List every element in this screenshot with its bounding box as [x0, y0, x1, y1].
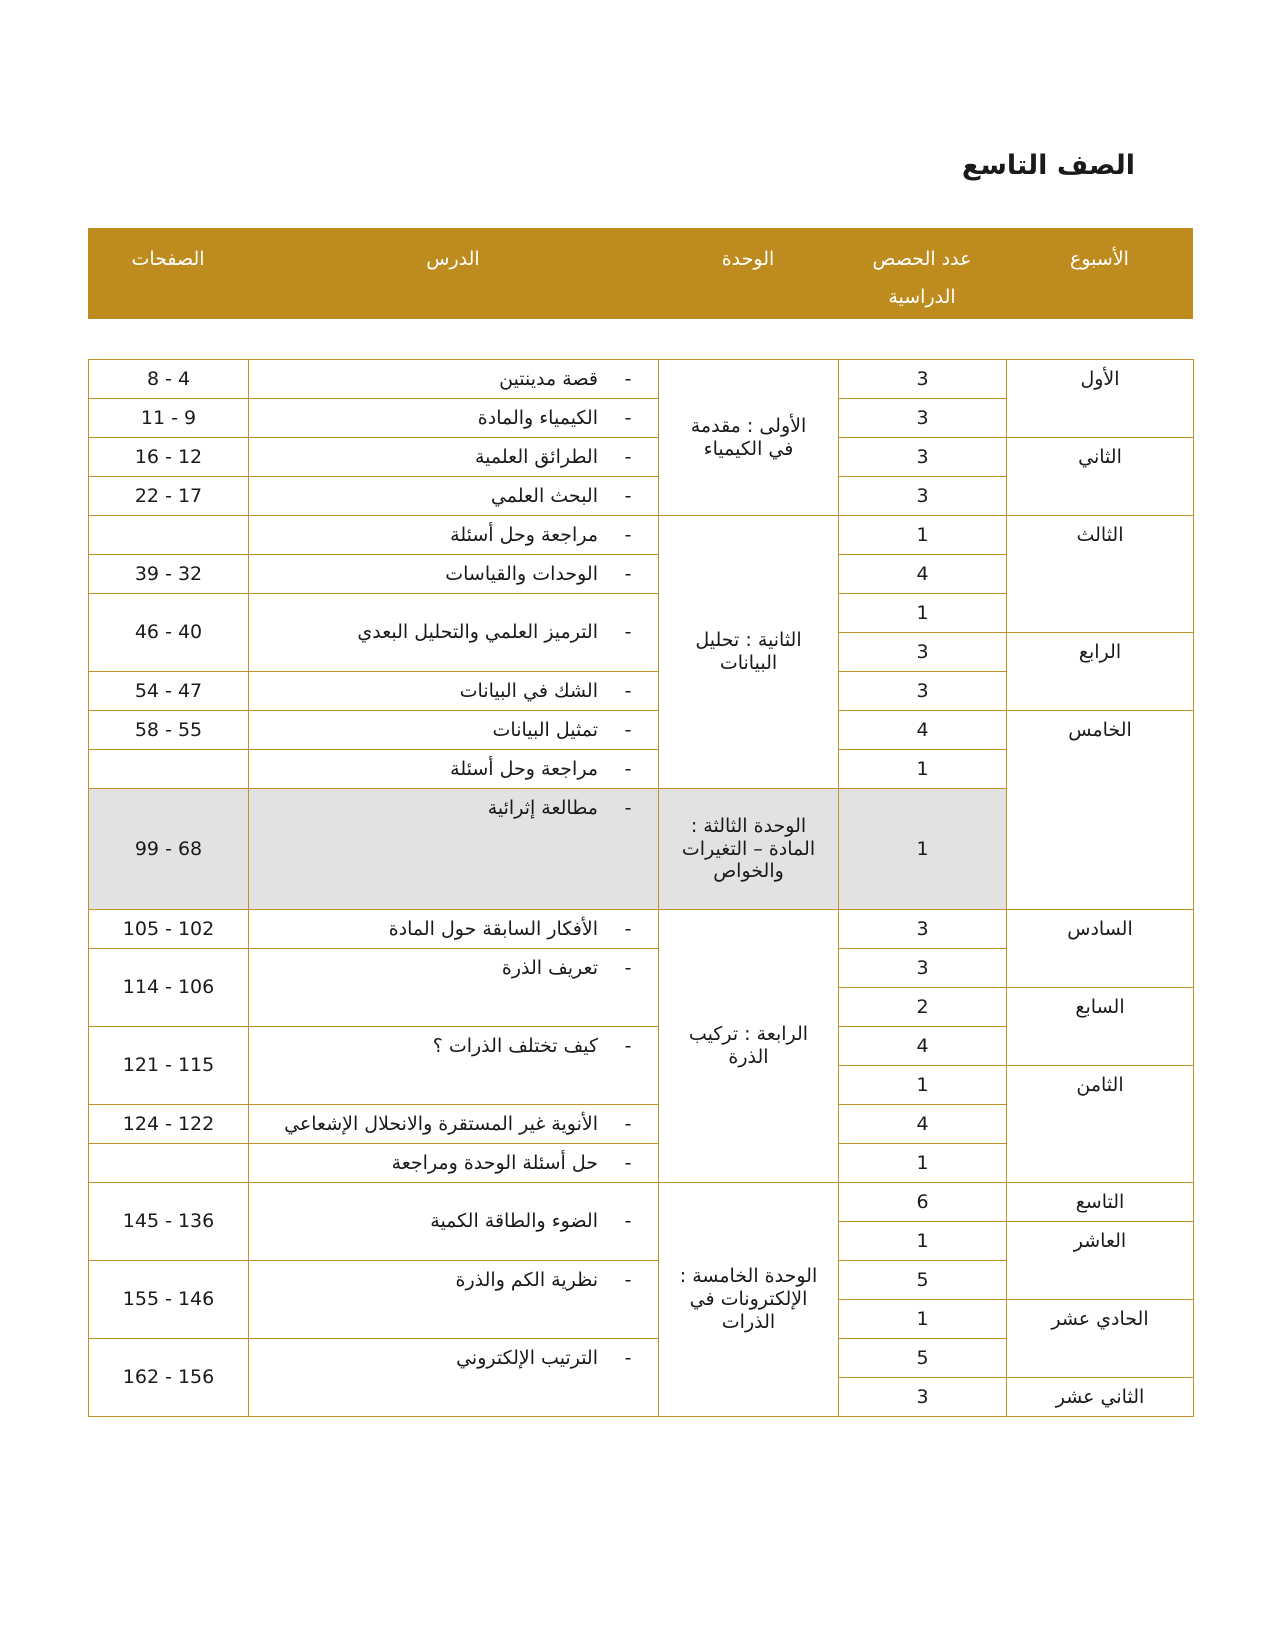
periods-cell: 1: [839, 1144, 1007, 1183]
header-periods: عدد الحصص الدراسية: [872, 248, 972, 308]
periods-cell: 6: [839, 1183, 1007, 1222]
periods-cell: 3: [839, 672, 1007, 711]
week-cell: الثالث: [1007, 516, 1194, 633]
pages-cell: 9 - 11: [89, 399, 249, 438]
pages-cell: 4 - 8: [89, 360, 249, 399]
week-cell: الرابع: [1007, 633, 1194, 711]
periods-cell: 1: [839, 1222, 1007, 1261]
week-cell: الأول: [1007, 360, 1194, 438]
lesson-cell: [249, 594, 659, 672]
lesson-cell: [249, 1183, 659, 1261]
pages-cell: 68 - 99: [89, 789, 249, 910]
bullet-dash: -: [624, 718, 632, 741]
pages-cell: [89, 1144, 249, 1183]
week-cell: العاشر: [1007, 1222, 1194, 1300]
lesson-cell: [249, 360, 659, 399]
week-cell: الثامن: [1007, 1066, 1194, 1183]
table-row: [89, 1183, 1194, 1222]
unit-cell: الوحدة الثالثة : المادة – التغيرات والخواص: [659, 789, 839, 910]
lesson-cell: [249, 711, 659, 750]
pages-cell: 17 - 22: [89, 477, 249, 516]
bullet-dash: -: [624, 523, 632, 546]
pages-cell: 156 - 162: [89, 1339, 249, 1417]
pages-cell: [89, 750, 249, 789]
table-row: [89, 910, 1194, 949]
lesson-cell: [249, 1027, 659, 1105]
schedule-table: [88, 359, 1194, 1417]
page-title: الصف التاسع: [961, 150, 1135, 181]
bullet-dash: -: [624, 679, 632, 702]
unit-cell: الرابعة : تركيب الذرة: [659, 910, 839, 1183]
week-cell: الخامس: [1007, 711, 1194, 910]
pages-cell: 106 - 114: [89, 949, 249, 1027]
bullet-dash: -: [624, 367, 632, 390]
lesson-cell: [249, 516, 659, 555]
bullet-dash: -: [624, 562, 632, 585]
bullet-dash: -: [624, 1269, 632, 1291]
periods-cell: 1: [839, 750, 1007, 789]
periods-cell: 4: [839, 1105, 1007, 1144]
lesson-text: الطرائق العلمية: [474, 445, 598, 468]
periods-cell: 5: [839, 1261, 1007, 1300]
lesson-text: حل أسئلة الوحدة ومراجعة: [391, 1151, 598, 1174]
table-row: [89, 438, 1194, 477]
periods-cell: 1: [839, 516, 1007, 555]
bullet-dash: -: [624, 621, 632, 644]
lesson-cell: [249, 1105, 659, 1144]
lesson-text: الأفكار السابقة حول المادة: [388, 917, 598, 940]
bullet-dash: -: [624, 484, 632, 507]
lesson-text: البحث العلمي: [490, 484, 598, 507]
lesson-cell: [249, 399, 659, 438]
week-cell: السادس: [1007, 910, 1194, 988]
periods-cell: 1: [839, 1066, 1007, 1105]
periods-cell: 3: [839, 438, 1007, 477]
periods-cell: 2: [839, 988, 1007, 1027]
periods-cell: 3: [839, 477, 1007, 516]
lesson-text: الشك في البيانات: [459, 679, 598, 702]
unit-cell: الثانية : تحليل البيانات: [659, 516, 839, 789]
bullet-dash: -: [624, 406, 632, 429]
periods-cell: 5: [839, 1339, 1007, 1378]
bullet-dash: -: [624, 1112, 632, 1135]
periods-cell: 1: [839, 789, 1007, 910]
pages-cell: 32 - 39: [89, 555, 249, 594]
table-row: [89, 516, 1194, 555]
header-pages: الصفحات: [131, 248, 205, 270]
bullet-dash: -: [624, 1151, 632, 1174]
table-header: [88, 228, 1193, 319]
periods-cell: 4: [839, 1027, 1007, 1066]
periods-cell: 3: [839, 949, 1007, 988]
week-cell: الثاني عشر: [1007, 1378, 1194, 1417]
bullet-dash: -: [624, 1210, 632, 1233]
bullet-dash: -: [624, 797, 632, 819]
header-lesson: الدرس: [426, 248, 480, 270]
lesson-text: مراجعة وحل أسئلة: [450, 523, 598, 546]
periods-cell: 1: [839, 1300, 1007, 1339]
lesson-text: الترتيب الإلكتروني: [456, 1347, 598, 1369]
header-unit: الوحدة: [721, 248, 775, 270]
lesson-text: نظرية الكم والذرة: [455, 1269, 598, 1291]
periods-cell: 4: [839, 555, 1007, 594]
bullet-dash: -: [624, 957, 632, 979]
bullet-dash: -: [624, 757, 632, 780]
lesson-text: تعريف الذرة: [501, 957, 598, 979]
lesson-cell: [249, 949, 659, 1027]
pages-cell: 40 - 46: [89, 594, 249, 672]
bullet-dash: -: [624, 1347, 632, 1369]
pages-cell: [89, 516, 249, 555]
pages-cell: 47 - 54: [89, 672, 249, 711]
lesson-cell: [249, 477, 659, 516]
pages-cell: 12 - 16: [89, 438, 249, 477]
week-cell: السابع: [1007, 988, 1194, 1066]
lesson-text: الضوء والطاقة الكمية: [430, 1210, 598, 1233]
week-cell: الثاني: [1007, 438, 1194, 516]
pages-cell: 102 - 105: [89, 910, 249, 949]
pages-cell: 136 - 145: [89, 1183, 249, 1261]
header-week: الأسبوع: [1070, 248, 1129, 270]
periods-cell: 3: [839, 1378, 1007, 1417]
lesson-cell: [249, 555, 659, 594]
lesson-text: تمثيل البيانات: [492, 718, 598, 741]
week-cell: التاسع: [1007, 1183, 1194, 1222]
bullet-dash: -: [624, 917, 632, 940]
table-row: [89, 360, 1194, 399]
lesson-text: كيف تختلف الذرات ؟: [432, 1035, 598, 1057]
lesson-cell: [249, 750, 659, 789]
periods-cell: 3: [839, 399, 1007, 438]
lesson-text: قصة مدينتين: [499, 367, 598, 390]
lesson-text: مطالعة إثرائية: [487, 797, 598, 819]
lesson-cell: [249, 672, 659, 711]
unit-cell: الأولى : مقدمة في الكيمياء: [659, 360, 839, 516]
periods-cell: 3: [839, 910, 1007, 949]
periods-cell: 3: [839, 360, 1007, 399]
lesson-cell: [249, 1261, 659, 1339]
pages-cell: 122 - 124: [89, 1105, 249, 1144]
unit-cell: الوحدة الخامسة : الإلكترونات في الذرات: [659, 1183, 839, 1417]
periods-cell: 1: [839, 594, 1007, 633]
periods-cell: 4: [839, 711, 1007, 750]
lesson-cell: [249, 438, 659, 477]
periods-cell: 3: [839, 633, 1007, 672]
pages-cell: 55 - 58: [89, 711, 249, 750]
week-cell: الحادي عشر: [1007, 1300, 1194, 1378]
lesson-text: الترميز العلمي والتحليل البعدي: [357, 621, 598, 644]
lesson-text: الكيمياء والمادة: [477, 406, 598, 429]
pages-cell: 146 - 155: [89, 1261, 249, 1339]
lesson-cell: [249, 910, 659, 949]
lesson-cell: [249, 1144, 659, 1183]
bullet-dash: -: [624, 445, 632, 468]
pages-cell: 115 - 121: [89, 1027, 249, 1105]
lesson-text: مراجعة وحل أسئلة: [450, 757, 598, 780]
bullet-dash: -: [624, 1035, 632, 1057]
lesson-text: الوحدات والقياسات: [445, 562, 598, 585]
lesson-text: الأنوية غير المستقرة والانحلال الإشعاعي: [284, 1112, 598, 1135]
lesson-cell: [249, 789, 659, 910]
table-row: [89, 711, 1194, 750]
lesson-cell: [249, 1339, 659, 1417]
